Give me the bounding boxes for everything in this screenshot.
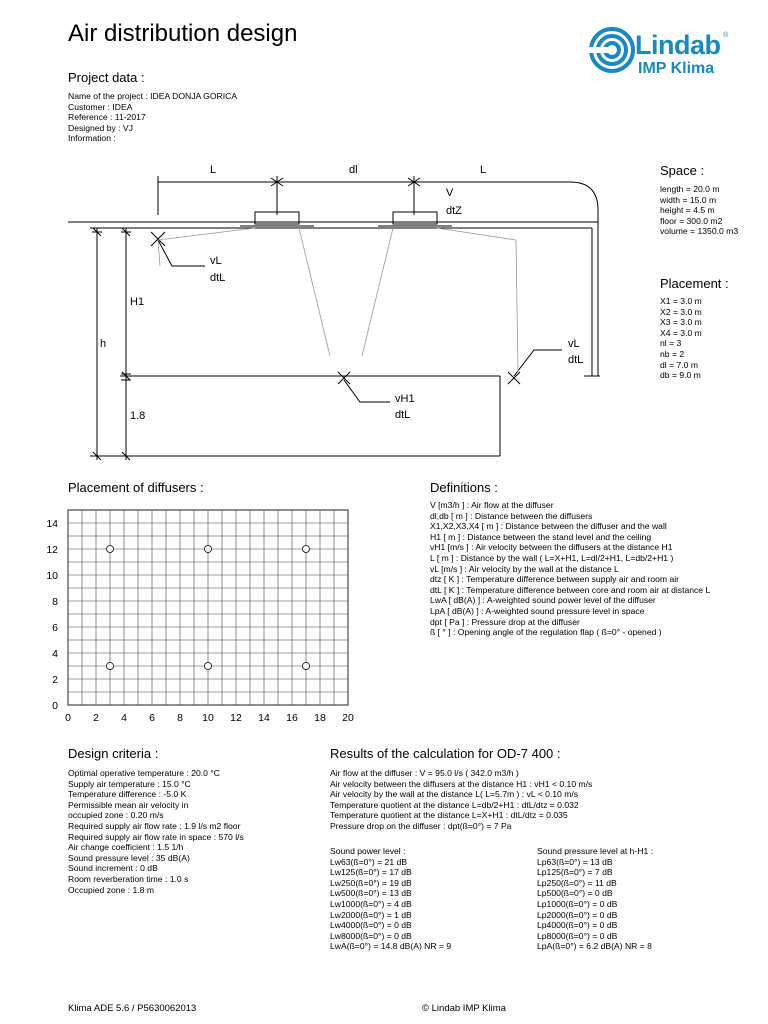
y-tick-label: 6 <box>52 622 58 634</box>
definitions-heading: Definitions : <box>430 480 498 495</box>
placement-line: db = 9.0 m <box>660 370 701 381</box>
x-tick-label: 8 <box>177 712 183 724</box>
label-dtz: dtZ <box>446 205 462 217</box>
placement-line: X1 = 3.0 m <box>660 296 702 306</box>
x-tick-label: 2 <box>93 712 99 724</box>
placement-line: X3 = 3.0 m <box>660 317 702 328</box>
results-heading: Results of the calculation for OD-7 400 : <box>330 746 561 761</box>
y-tick-label: 0 <box>52 700 58 712</box>
sound-power-line: Lw1000(ß=0°) = 4 dB <box>330 898 412 909</box>
sound-power-line: Lw125(ß=0°) = 17 dB <box>330 867 412 878</box>
placement-heading: Placement : <box>660 276 729 291</box>
results-line: Temperature quotient at the distance L=db/2+H1 : dtL/dtz = 0.032 <box>330 799 579 810</box>
space-heading: Space : <box>660 163 705 178</box>
diffuser-point <box>205 663 212 670</box>
definition-line: X1,X2,X3,X4 [ m ] : Distance between the diffuser and the wall <box>430 521 667 532</box>
label-vl-left: vL <box>210 255 222 267</box>
label-dtl-center: dtL <box>395 409 411 421</box>
placement-line: dl = 7.0 m <box>660 359 698 370</box>
definition-line: LwA [ dB(A) ] : A-weighted sound power level of the diffuser <box>430 595 656 606</box>
x-tick-label: 18 <box>314 712 326 724</box>
label-h1: H1 <box>130 296 145 308</box>
project-line: Reference : 11-2017 <box>68 112 146 123</box>
sound-pressure-line: Lp2000(ß=0°) = 0 dB <box>537 909 618 920</box>
chart-grid <box>68 510 348 705</box>
label-l-right: L <box>480 164 487 176</box>
space-line: floor = 300.0 m2 <box>660 215 723 226</box>
project-line: Customer : IDEA <box>68 101 133 112</box>
sound-pressure-line: Lp4000(ß=0°) = 0 dB <box>537 920 618 931</box>
page-title: Air distribution design <box>68 20 298 47</box>
results-line: Air flow at the diffuser : V = 95.0 l/s ( 342.0 m3/h ) <box>330 768 519 778</box>
x-tick-label: 10 <box>202 712 214 724</box>
project-line: Name of the project : IDEA DONJA GORICA <box>68 91 238 101</box>
label-dtl-right: dtL <box>568 354 584 366</box>
placement-line: nb = 2 <box>660 348 685 359</box>
definition-line: dtL [ K ] : Temperature difference between core and room air at distance L <box>430 584 711 595</box>
criteria-line: Permissible mean air velocity in <box>68 799 189 810</box>
criteria-heading: Design criteria : <box>68 746 159 761</box>
definition-line: dtz [ K ] : Temperature difference between supply air and room air <box>430 574 680 585</box>
definitions-lines <box>430 500 710 638</box>
criteria-lines <box>68 768 244 895</box>
sound-pressure-line: Lp250(ß=0°) = 11 dB <box>537 877 617 888</box>
placement-lines <box>660 296 702 381</box>
sound-pressure-line: Lp8000(ß=0°) = 0 dB <box>537 930 618 941</box>
diffuser-placement-chart <box>40 505 370 725</box>
space-lines <box>660 184 738 237</box>
sound-power-block <box>330 846 451 952</box>
footer-version: Klima ADE 5.6 / P5630062013 <box>68 1003 197 1014</box>
y-tick-label: 10 <box>46 570 58 582</box>
results-line: Air velocity between the diffusers at the distance H1 : vH1 < 0.10 m/s <box>330 778 593 789</box>
label-h: h <box>100 338 107 350</box>
criteria-line: occupied zone : 0.20 m/s <box>68 810 164 821</box>
results-line: Air velocity by the wall at the distance L( L=5.7m ) : vL < 0.10 m/s <box>330 789 579 800</box>
placement-line: X4 = 3.0 m <box>660 327 702 338</box>
x-tick-label: 4 <box>121 712 127 724</box>
criteria-line: Sound increment : 0 dB <box>68 863 158 874</box>
results-line: Pressure drop on the diffuser : dpt(ß=0°) = 7 Pa <box>330 820 512 831</box>
criteria-line: Room reverberation time : 1.0 s <box>68 873 189 884</box>
definition-line: ß [ ° ] : Opening angle of the regulation flap ( ß=0° - opened ) <box>430 627 662 638</box>
diffuser-point <box>107 546 114 553</box>
definition-line: vL [m/s ] : Air velocity by the wall at the distance L <box>430 563 619 574</box>
label-v: V <box>446 187 454 199</box>
criteria-line: Air change coefficient : 1.5 1/h <box>68 842 184 853</box>
space-line: height = 4.5 m <box>660 205 715 216</box>
criteria-line: Required supply air flow rate in space : 570 l/s <box>68 831 244 842</box>
diffusers-heading: Placement of diffusers : <box>68 480 204 495</box>
label-zone: 1.8 <box>130 410 146 422</box>
label-vl-right: vL <box>568 338 580 350</box>
criteria-line: Supply air temperature : 15.0 °C <box>68 778 191 789</box>
diffuser-point <box>205 546 212 553</box>
y-tick-label: 14 <box>46 518 58 530</box>
sound-power-line: Lw250(ß=0°) = 19 dB <box>330 877 412 888</box>
project-line: Designed by : VJ <box>68 122 133 133</box>
x-tick-label: 16 <box>286 712 298 724</box>
space-line: length = 20.0 m <box>660 184 720 194</box>
logo-registered: ® <box>723 32 729 39</box>
logo-name: Lindab <box>635 30 721 60</box>
definition-line: dpt [ Pa ] : Pressure drop at the diffuser <box>430 616 580 627</box>
definition-line: H1 [ m ] : Distance between the stand level and the ceiling <box>430 531 652 542</box>
criteria-line: Required supply air flow rate : 1.9 l/s m2 floor <box>68 820 241 831</box>
criteria-line: Optimal operative temperature : 20.0 °C <box>68 768 220 778</box>
x-tick-label: 12 <box>230 712 242 724</box>
placement-line: nl = 3 <box>660 338 682 349</box>
sound-power-line: Lw8000(ß=0°) = 0 dB <box>330 930 412 941</box>
y-tick-label: 4 <box>52 648 58 660</box>
label-l-left: L <box>210 164 217 176</box>
criteria-line: Occupied zone : 1.8 m <box>68 884 154 895</box>
sound-power-line: Lw63(ß=0°) = 21 dB <box>330 856 408 867</box>
sound-power-line: Lw2000(ß=0°) = 1 dB <box>330 909 412 920</box>
x-tick-label: 20 <box>342 712 354 724</box>
diffuser-point <box>303 663 310 670</box>
definition-line: LpA [ dB(A) ] : A-weighted sound pressure level in space <box>430 605 645 616</box>
label-vh1: vH1 <box>395 393 415 405</box>
y-tick-label: 12 <box>46 544 58 556</box>
project-heading: Project data : <box>68 70 145 85</box>
sound-pressure-line: Lp63(ß=0°) = 13 dB <box>537 856 613 867</box>
definition-line: V [m3/h ] : Air flow at the diffuser <box>430 500 554 510</box>
sound-pressure-line: Lp1000(ß=0°) = 0 dB <box>537 898 618 909</box>
project-line: Information : <box>68 133 116 144</box>
x-tick-label: 0 <box>65 712 71 724</box>
room-section-drawing <box>0 0 768 480</box>
logo-subtitle: IMP Klima <box>638 60 715 77</box>
criteria-line: Sound pressure level : 35 dB(A) <box>68 852 190 863</box>
y-tick-label: 2 <box>52 674 58 686</box>
sound-power-line: Lw4000(ß=0°) = 0 dB <box>330 920 412 931</box>
sound-power-heading: Sound power level : <box>330 846 406 856</box>
results-lines <box>330 768 592 832</box>
placement-line: X2 = 3.0 m <box>660 306 702 317</box>
label-dl: dl <box>349 164 358 176</box>
label-dtl-left: dtL <box>210 272 226 284</box>
criteria-line: Temperature difference : -5.0 K <box>68 789 187 800</box>
definition-line: vH1 [m/s ] : Air velocity between the diffusers at the distance H1 <box>430 542 673 553</box>
definition-line: L [ m ] : Distance by the wall ( L=X+H1, L=dl/2+H1, L=db/2+H1 ) <box>430 552 674 563</box>
results-line: Temperature quotient at the distance L=X+H1 : dtL/dtz = 0.035 <box>330 810 568 821</box>
x-tick-label: 6 <box>149 712 155 724</box>
sound-pressure-line: LpA(ß=0°) = 6.2 dB(A) NR = 8 <box>537 941 652 952</box>
sound-pressure-block <box>537 846 653 952</box>
space-line: volume = 1350.0 m3 <box>660 226 739 237</box>
definition-line: dl,db [ m ] : Distance between the diffusers <box>430 510 593 521</box>
space-line: width = 15.0 m <box>660 194 717 205</box>
sound-pressure-line: Lp125(ß=0°) = 7 dB <box>537 867 613 878</box>
x-tick-label: 14 <box>258 712 270 724</box>
sound-pressure-line: Lp500(ß=0°) = 0 dB <box>537 888 613 899</box>
diffuser-point <box>303 546 310 553</box>
y-tick-label: 8 <box>52 596 58 608</box>
sound-power-line: LwA(ß=0°) = 14.8 dB(A) NR = 9 <box>330 941 452 952</box>
sound-power-line: Lw500(ß=0°) = 13 dB <box>330 888 412 899</box>
sound-pressure-heading: Sound pressure level at h-H1 : <box>537 846 654 856</box>
footer-copyright: © Lindab IMP Klima <box>422 1003 506 1014</box>
diffuser-point <box>107 663 114 670</box>
